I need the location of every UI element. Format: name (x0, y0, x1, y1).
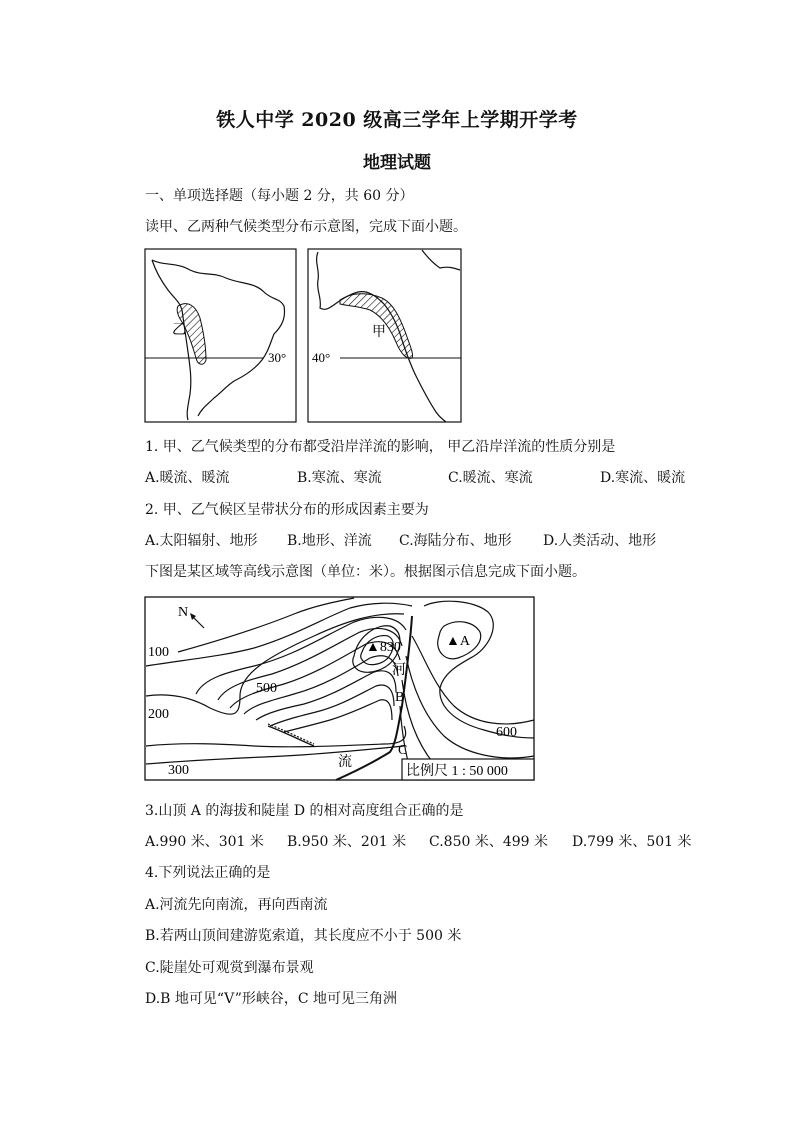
q4-option-a[interactable]: A.河流先向南流，再向西南流 (145, 897, 328, 913)
q2-option-b[interactable]: B.地形、洋流 (287, 533, 372, 549)
contour-label-500: 500 (256, 681, 277, 696)
peak-a-label: ▲A (446, 634, 470, 649)
q1-stem: 1. 甲、乙气候类型的分布都受沿岸洋流的影响， 甲乙沿岸洋流的性质分别是 (145, 439, 616, 455)
contour-label-300: 300 (168, 763, 189, 778)
q3-stem: 3.山顶 A 的海拔和陡崖 D 的相对高度组合正确的是 (145, 803, 464, 819)
contour-label-600: 600 (496, 725, 517, 740)
q4-option-c[interactable]: C.陡崖处可观赏到瀑布景观 (145, 960, 314, 976)
south-america-coast (152, 260, 285, 420)
scale-label: 比例尺 1 : 50 000 (406, 764, 508, 779)
point-b-label: B (395, 690, 405, 705)
section-intro: 读甲、乙两种气候类型分布示意图，完成下面小题。 (145, 219, 467, 235)
cliff (268, 724, 314, 744)
river-label-he: 河 (392, 663, 406, 678)
section-heading: 一、单项选择题（每小题 2 分，共 60 分） (145, 188, 414, 204)
point-c-label: C (398, 743, 408, 758)
contour-label-100: 100 (148, 645, 169, 660)
page-title: 铁人中学 2020 级高三学年上学期开学考 (216, 109, 578, 131)
label-jia: 甲 (372, 325, 386, 340)
q3-option-d[interactable]: D.799 米、501 米 (572, 834, 692, 850)
label-yi: 乙 (172, 323, 186, 338)
label-lat-40: 40° (312, 350, 331, 365)
q2-option-c[interactable]: C.海陆分布、地形 (399, 533, 512, 549)
q1-option-a[interactable]: A.暖流、暖流 (145, 470, 230, 486)
q2-option-d[interactable]: D.人类活动、地形 (543, 533, 657, 549)
river-label-liu: 流 (338, 755, 352, 770)
climate-distribution-figure (144, 248, 464, 424)
q2-option-a[interactable]: A.太阳辐射、地形 (145, 533, 258, 549)
q1-option-d[interactable]: D.寒流、暖流 (600, 470, 686, 486)
q1-option-b[interactable]: B.寒流、寒流 (297, 470, 382, 486)
contour-map-figure (144, 596, 536, 782)
q3-option-b[interactable]: B.950 米、201 米 (287, 834, 407, 850)
q4-stem: 4.下列说法正确的是 (145, 865, 271, 881)
page-subtitle: 地理试题 (363, 153, 431, 173)
contour-lines (146, 598, 534, 780)
label-lat-30: 30° (268, 350, 287, 365)
north-label: N (178, 605, 189, 620)
q3-option-c[interactable]: C.850 米、499 米 (429, 834, 549, 850)
q1-option-c[interactable]: C.暖流、寒流 (448, 470, 533, 486)
q3-option-a[interactable]: A.990 米、301 米 (145, 834, 264, 850)
q2-stem: 2. 甲、乙气候区呈带状分布的形成因素主要为 (145, 502, 429, 518)
contour-label-200: 200 (148, 707, 169, 722)
north-america-coast (317, 250, 460, 422)
q4-option-b[interactable]: B.若两山顶间建游览索道，其长度应不小于 500 米 (145, 928, 462, 944)
q4-option-d[interactable]: D.B 地可见“V”形峡谷，C 地可见三角洲 (145, 991, 398, 1007)
peak-830-label: ▲830 (366, 640, 401, 655)
contour-intro: 下图是某区域等高线示意图（单位：米）。根据图示信息完成下面小题。 (145, 564, 586, 580)
